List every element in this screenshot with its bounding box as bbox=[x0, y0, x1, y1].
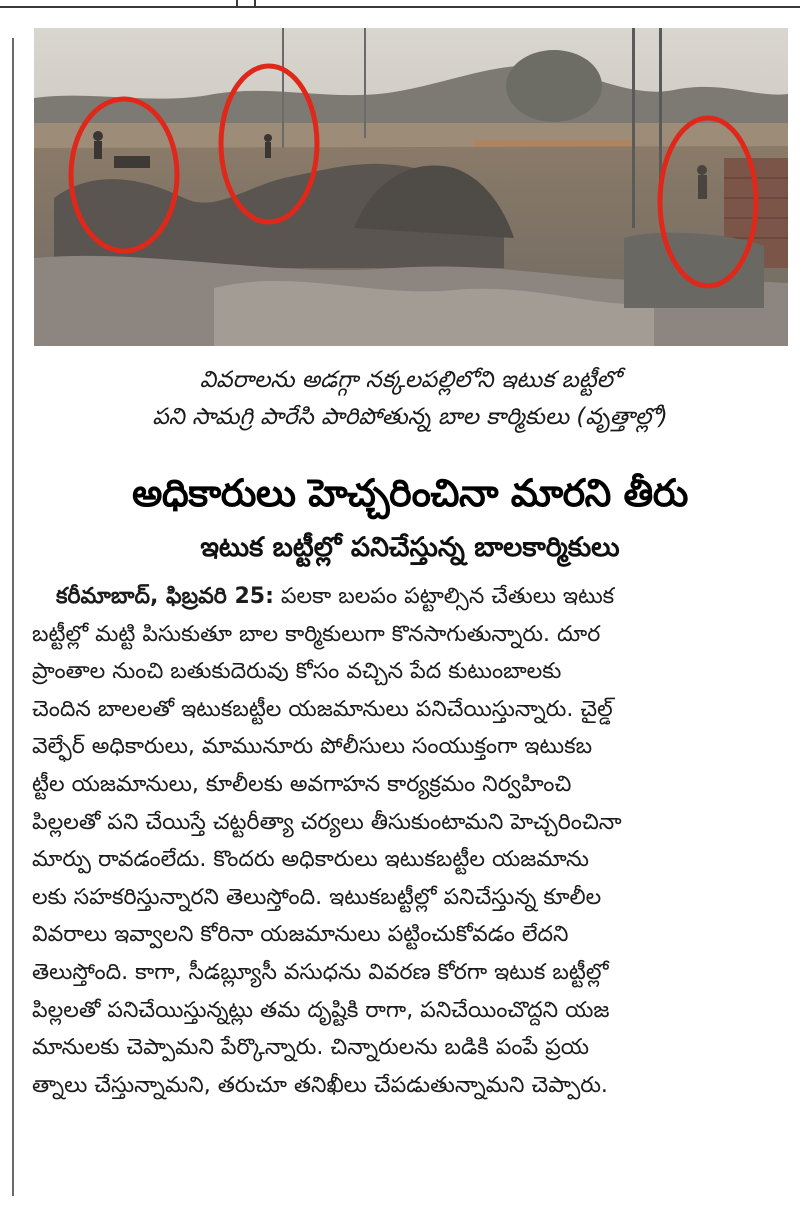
caption-line-1: వివరాలను అడగ్గా నక్కలపల్లిలోని ఇటుక బట్టీలో bbox=[199, 367, 621, 393]
article-line: తెలుస్తోంది. కాగా, సీడబ్ల్యూసీ వసుధను వివరణ కోరగా ఇటుక బట్టీల్లో bbox=[32, 959, 609, 985]
article-line: త్నాలు చేస్తున్నామని, తరుచూ తనిఖీలు చేపడుతున్నామని చెప్పారు. bbox=[32, 1072, 608, 1098]
subheadline: ఇటుక బట్టీల్లో పనిచేస్తున్న బాలకార్మికులు bbox=[200, 532, 620, 563]
article-line: మార్పు రావడంలేదు. కొందరు అధికారులు ఇటుకబట్టీల యజమాను bbox=[32, 847, 590, 873]
photo-brick-kiln-icon bbox=[34, 28, 788, 346]
caption-line-2: పని సామగ్రి పారేసి పారిపోతున్న బాల కార్మికులు (వృత్తాల్లో) bbox=[152, 404, 668, 430]
article-line: ట్టీల యజమానులు, కూలీలకు అవగాహన కార్యక్రమం నిర్వహించి bbox=[32, 771, 572, 797]
dateline: కరీమాబాద్, ఫిబ్రవరి 25: bbox=[56, 584, 274, 609]
article-line: వివరాలు ఇవ్వాలని కోరినా యజమానులు పట్టించుకోవడం లేదని bbox=[32, 922, 569, 948]
headline: అధికారులు హెచ్చరించినా మారని తీరు bbox=[132, 471, 688, 515]
news-photo bbox=[34, 28, 788, 346]
article-line: వెల్ఫేర్ అధికారులు, మామునూరు పోలీసులు సంయుక్తంగా ఇటుకబ bbox=[32, 734, 593, 760]
photo-caption bbox=[30, 362, 790, 436]
column-divider bbox=[12, 38, 14, 1196]
article-line: చెందిన బాలలతో ఇటుకబట్టీల యజమానులు పనిచేయిస్తున్నారు. చైల్డ్ bbox=[32, 696, 613, 722]
top-divider-mark bbox=[236, 0, 256, 6]
article-line: లకు సహకరిస్తున్నారని తెలుస్తోంది. ఇటుకబట్టీల్లో పనిచేస్తున్న కూలీల bbox=[32, 884, 602, 910]
article-line: పిల్లలతో పని చేయిస్తే చట్టరీత్యా చర్యలు తీసుకుంటామని హెచ్చరించినా bbox=[32, 809, 622, 835]
article-body bbox=[32, 578, 792, 1104]
top-divider bbox=[0, 6, 800, 8]
article-line: ప్రాంతాల నుంచి బతుకుదెరువు కోసం వచ్చిన పేద కుటుంబాలకు bbox=[32, 659, 562, 685]
article-line: బట్టీల్లో మట్టి పిసుకుతూ బాల కార్మికులుగా కొనసాగుతున్నారు. దూర bbox=[32, 621, 601, 647]
article-line bbox=[32, 578, 792, 616]
article-line: మానులకు చెప్పామని పేర్కొన్నారు. చిన్నారులను బడికి పంపే ప్రయ bbox=[32, 1035, 590, 1061]
article-line: పిల్లలతో పనిచేయిస్తున్నట్లు తమ దృష్టికి రాగా, పనిచేయించొద్దని యజ bbox=[32, 997, 610, 1023]
article-line-text: పలకా బలపం పట్టాల్సిన చేతులు ఇటుక bbox=[273, 584, 615, 609]
